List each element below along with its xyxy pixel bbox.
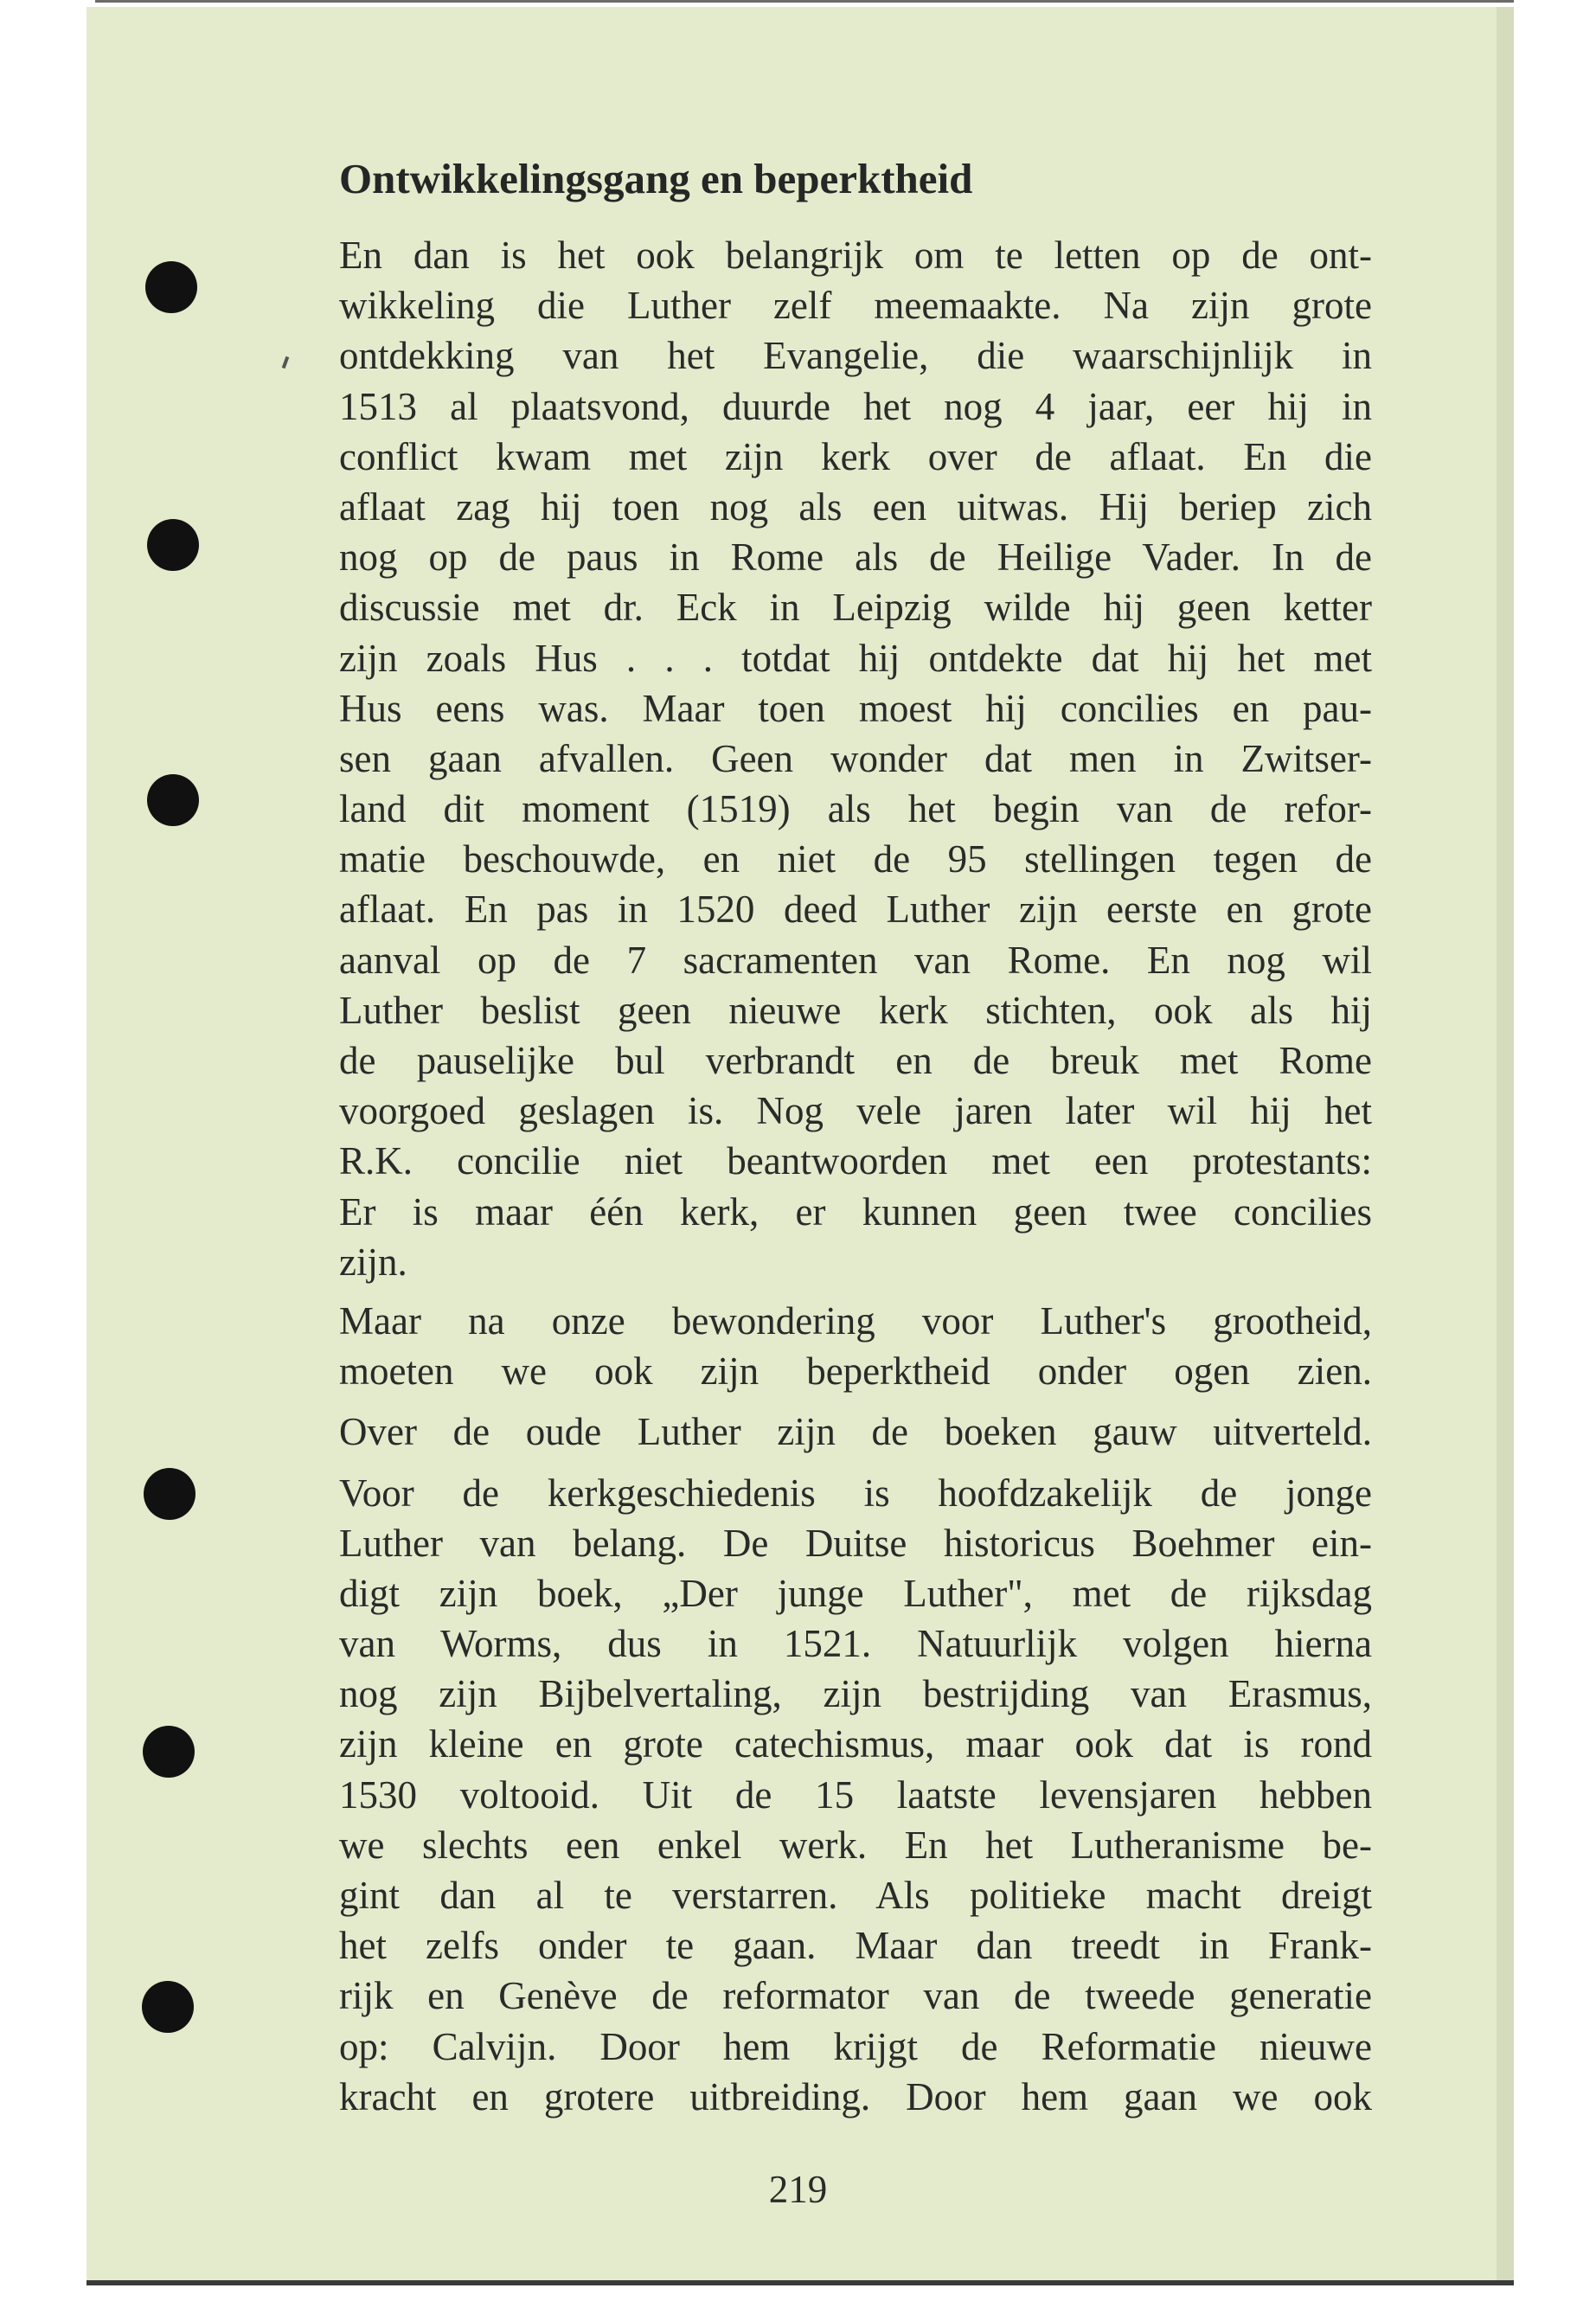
- text-line: land dit moment (1519) als het begin van de refor-: [339, 787, 1372, 831]
- text-line: aanval op de 7 sacramenten van Rome. En nog wil: [339, 938, 1372, 982]
- body-text: [339, 230, 1372, 2122]
- page-bottom-edge: [87, 2280, 1514, 2285]
- text-line: aflaat. En pas in 1520 deed Luther zijn eerste en grote: [339, 888, 1372, 932]
- text-line: op: Calvijn. Door hem krijgt de Reformatie nieuwe: [339, 2024, 1372, 2068]
- text-line: van Worms, dus in 1521. Natuurlijk volgen hierna: [339, 1622, 1372, 1666]
- punch-hole: [147, 774, 199, 826]
- section-heading: Ontwikkelingsgang en beperktheid: [339, 155, 973, 202]
- page-number: 219: [768, 2168, 828, 2211]
- text-line: het zelfs onder te gaan. Maar dan treedt in Frank-: [339, 1924, 1372, 1968]
- text-line: En dan is het ook belangrijk om te letten op de ont-: [339, 234, 1372, 277]
- paragraph-1: [339, 230, 1372, 1287]
- text-line: voorgoed geslagen is. Nog vele jaren later wil hij het: [339, 1089, 1372, 1133]
- text-line: zijn.: [339, 1240, 407, 1284]
- text-line: Luther van belang. De Duitse historicus Boehmer ein-: [339, 1521, 1372, 1565]
- text-line: discussie met dr. Eck in Leipzig wilde hij geen ketter: [339, 586, 1372, 630]
- text-line: wikkeling die Luther zelf meemaakte. Na zijn grote: [339, 284, 1372, 328]
- text-line: Er is maar één kerk, er kunnen geen twee concilies: [339, 1189, 1372, 1234]
- punch-hole: [142, 1981, 194, 2033]
- punch-hole: [145, 261, 197, 313]
- text-line: we slechts een enkel werk. En het Lutheranisme be-: [339, 1823, 1372, 1867]
- text-line: 1530 voltooid. Uit de 15 laatste levensjaren hebben: [339, 1772, 1372, 1817]
- punch-hole: [144, 1468, 195, 1520]
- text-line: aflaat zag hij toen nog als een uitwas. Hij beriep zich: [339, 484, 1372, 529]
- text-line: Hus eens was. Maar toen moest hij concilies en pau-: [339, 686, 1372, 730]
- text-line: conflict kwam met zijn kerk over de aflaat. En die: [339, 434, 1372, 478]
- text-line: Luther beslist geen nieuwe kerk stichten, ook als hij: [339, 988, 1372, 1032]
- text-line: Over de oude Luther zijn de boeken gauw uitverteld.: [339, 1410, 1372, 1454]
- text-line: R.K. concilie niet beantwoorden met een protestants:: [339, 1139, 1372, 1183]
- text-line: Maar na onze bewondering voor Luther's grootheid,: [339, 1298, 1372, 1343]
- text-line: nog zijn Bijbelvertaling, zijn bestrijding van Erasmus,: [339, 1672, 1372, 1716]
- text-line: de pauselijke bul verbrandt en de breuk met Rome: [339, 1039, 1372, 1082]
- text-line: gint dan al te verstarren. Als politieke macht dreigt: [339, 1874, 1372, 1917]
- text-line: matie beschouwde, en niet de 95 stellingen tegen de: [339, 837, 1372, 881]
- text-line: rijk en Genève de reformator van de tweede generatie: [339, 1974, 1372, 2018]
- text-line: ontdekking van het Evangelie, die waarschijnlijk in: [339, 334, 1372, 378]
- text-line: zijn kleine en grote catechismus, maar ook dat is rond: [339, 1722, 1372, 1766]
- page-right-edge: [1497, 7, 1514, 2280]
- text-line: 1513 al plaatsvond, duurde het nog 4 jaar, eer hij in: [339, 384, 1372, 428]
- punch-hole: [147, 519, 199, 571]
- paragraph-4: [339, 1468, 1372, 2122]
- punch-hole: [143, 1726, 195, 1778]
- text-line: kracht en grotere uitbreiding. Door hem gaan we ook: [339, 2074, 1372, 2118]
- text-line: digt zijn boek, „Der junge Luther", met de rijksdag: [339, 1571, 1372, 1615]
- text-line: Voor de kerkgeschiedenis is hoofdzakelijk de jonge: [339, 1471, 1372, 1515]
- text-line: moeten we ook zijn beperktheid onder ogen zien.: [339, 1349, 1372, 1394]
- text-line: zijn zoals Hus . . . totdat hij ontdekte dat hij het met: [339, 636, 1372, 680]
- paragraph-2: [339, 1296, 1372, 1396]
- text-line: nog op de paus in Rome als de Heilige Vader. In de: [339, 535, 1372, 580]
- paragraph-3: [339, 1407, 1372, 1457]
- text-line: sen gaan afvallen. Geen wonder dat men in Zwitser-: [339, 736, 1372, 780]
- page-top-edge: [95, 0, 1514, 3]
